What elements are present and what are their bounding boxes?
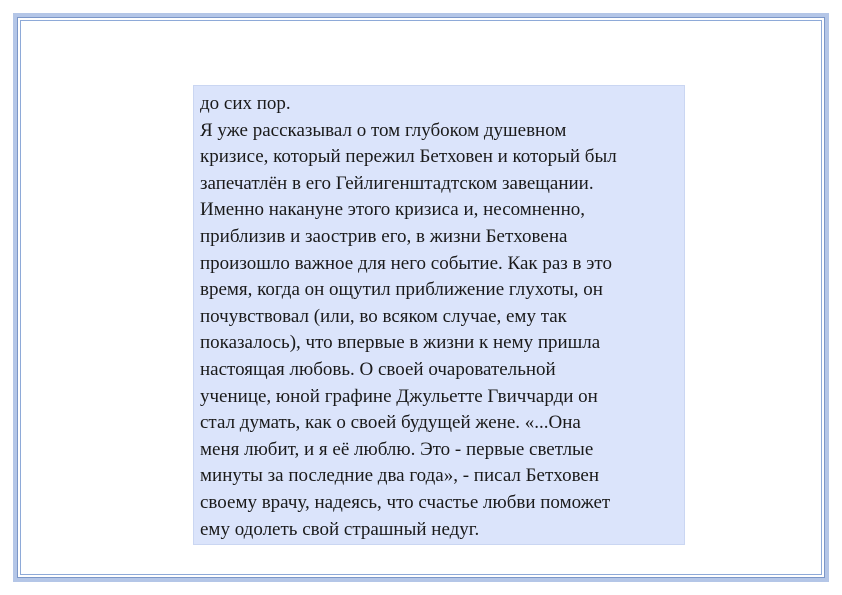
text-line: время, когда он ощутил приближение глухоты, он xyxy=(200,279,603,301)
text-line: минуты за последние два года», - писал Бетховен xyxy=(200,465,600,487)
text-line: до сих пор. xyxy=(200,93,291,114)
text-line: меня любит, и я её люблю. Это - первые светлые xyxy=(200,438,594,460)
text-line: Именно накануне этого кризиса и, несомненно, xyxy=(200,199,585,221)
text-line: кризисе, который пережил Бетховен и который был xyxy=(200,146,617,168)
text-line: показалось), что впервые в жизни к нему пришла xyxy=(200,332,601,354)
text-line: настоящая любовь. О своей очаровательной xyxy=(200,358,556,380)
text-line: почувствовал (или, во всяком случае, ему так xyxy=(200,305,567,327)
text-line: своему врачу, надеясь, что счастье любви поможет xyxy=(200,491,611,513)
text-line: Я уже рассказывал о том глубоком душевном xyxy=(200,119,567,141)
text-line: произошло важное для него событие. Как раз в это xyxy=(200,252,612,274)
text-line: ученице, юной графине Джульетте Гвиччарди он xyxy=(200,385,598,407)
text-line: стал думать, как о своей будущей жене. «...Она xyxy=(200,412,581,434)
text-box xyxy=(193,85,685,545)
text-line: ему одолеть свой страшный недуг. xyxy=(200,518,480,540)
text-line: приблизив и заострив его, в жизни Бетховена xyxy=(200,225,568,247)
text-line: запечатлён в его Гейлигенштадтском завещании. xyxy=(200,172,594,194)
